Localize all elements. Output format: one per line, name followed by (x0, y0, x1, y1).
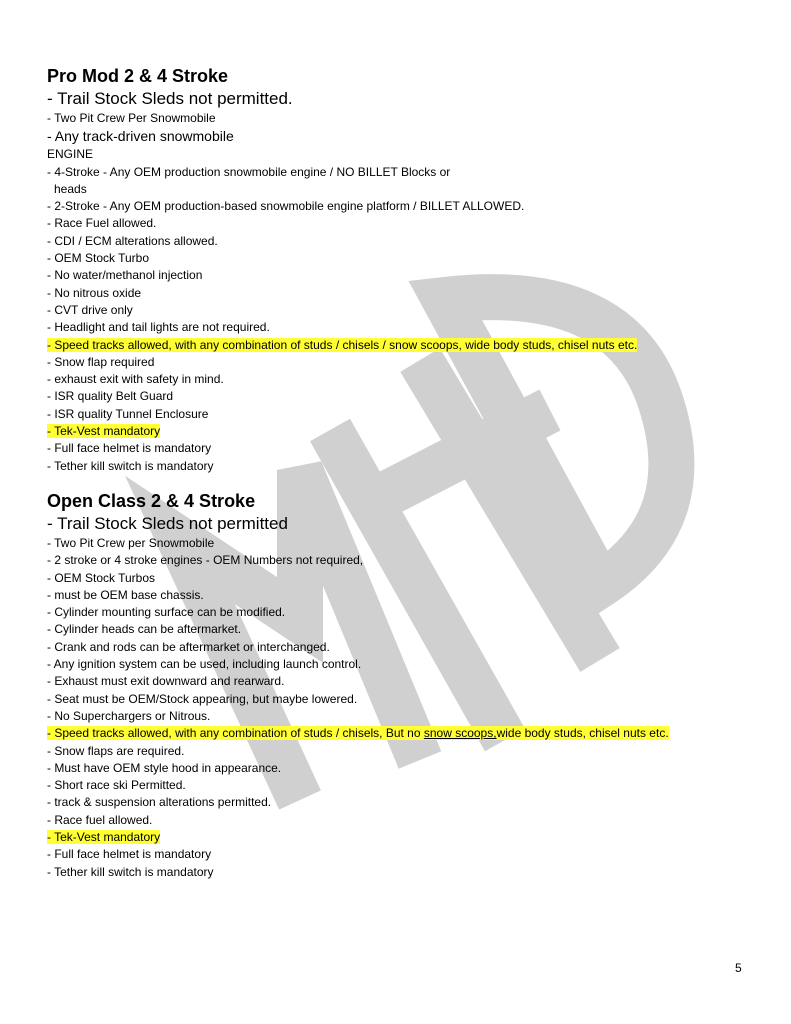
rule-line (47, 760, 767, 777)
rule-line-text: - Headlight and tail lights are not required. (47, 320, 270, 335)
rule-line (47, 388, 767, 405)
rule-line (47, 146, 767, 163)
rule-line-text: - Two Pit Crew per Snowmobile (47, 535, 215, 550)
rule-line (47, 621, 767, 638)
rule-line-text: - ISR quality Tunnel Enclosure (47, 406, 209, 421)
rule-line-text: - Cylinder heads can be aftermarket. (47, 622, 242, 637)
rule-line-text: - Tether kill switch is mandatory (47, 864, 214, 879)
rule-line (47, 198, 767, 215)
rule-line-text: - Cylinder mounting surface can be modified. (47, 605, 286, 620)
section-subtitle: - Trail Stock Sleds not permitted (47, 513, 288, 533)
rule-line-text: - No water/methanol injection (47, 268, 203, 283)
rule-line-text: - CDI / ECM alterations allowed. (47, 233, 218, 248)
rule-line (47, 233, 767, 250)
rule-line-text: - No Superchargers or Nitrous. (47, 708, 211, 723)
rule-line-text: - CVT drive only (47, 302, 133, 317)
rule-line (47, 829, 767, 846)
rule-line-text: heads (54, 181, 87, 196)
rule-line-text: - No nitrous oxide (47, 285, 142, 300)
document-body (47, 64, 767, 895)
rule-line-part: snow scoops, (423, 726, 497, 741)
rule-line (47, 570, 767, 587)
rule-line-text: - Race fuel allowed. (47, 812, 153, 827)
rule-line (47, 587, 767, 604)
rule-line (47, 458, 767, 475)
rule-line-text: - Short race ski Permitted. (47, 778, 186, 793)
rule-line-text: - 2 stroke or 4 stroke engines - OEM Numbers not required, (47, 553, 364, 568)
rule-line (47, 181, 767, 198)
rule-line-text: - Snow flap required (47, 354, 155, 369)
rule-line (47, 846, 767, 863)
rule-line-text: - Tek-Vest mandatory (47, 424, 161, 439)
rule-line (47, 673, 767, 690)
rule-line (47, 285, 767, 302)
rule-line-text: - Full face helmet is mandatory (47, 441, 212, 456)
rule-line-text: - Two Pit Crew Per Snowmobile (47, 111, 216, 125)
rule-line (47, 743, 767, 760)
rule-line-text: - Tek-Vest mandatory (47, 829, 161, 844)
rule-line-text: - 4-Stroke - Any OEM production snowmobile engine / NO BILLET Blocks or (47, 164, 451, 179)
rule-line-text: - Full face helmet is mandatory (47, 847, 212, 862)
rule-line-text: ENGINE (47, 147, 94, 162)
rule-line-part: - Speed tracks allowed, with any combination of studs / chisels, But no (47, 726, 424, 741)
rule-line-text: - Any track-driven snowmobile (47, 128, 234, 145)
rule-line (47, 319, 767, 336)
rule-line (47, 864, 767, 881)
rule-line-text: - Exhaust must exit downward and rearward. (47, 674, 285, 689)
rule-line-part: wide body studs, chisel nuts etc. (496, 726, 669, 741)
rule-line-text: - Speed tracks allowed, with any combination of studs / chisels / snow scoops, wide body studs, chisel nuts etc. (47, 337, 638, 352)
rule-line (47, 604, 767, 621)
section-1 (47, 64, 767, 475)
rule-line-text: - Race Fuel allowed. (47, 216, 157, 231)
rule-line (47, 691, 767, 708)
rule-line (47, 354, 767, 371)
rule-line-text: - exhaust exit with safety in mind. (47, 372, 224, 387)
rule-line (47, 423, 767, 440)
rule-line (47, 337, 767, 354)
rule-line (47, 127, 767, 146)
rule-line-text: - 2-Stroke - Any OEM production-based snowmobile engine platform / BILLET ALLOWED. (47, 199, 525, 214)
rule-line (47, 656, 767, 673)
rule-line-text: - Tether kill switch is mandatory (47, 458, 214, 473)
section-subtitle: - Trail Stock Sleds not permitted. (47, 89, 293, 108)
rule-line (47, 371, 767, 388)
rule-line (47, 164, 767, 181)
rule-line (47, 440, 767, 457)
rule-line (47, 110, 767, 127)
rule-line-text: - Must have OEM style hood in appearance. (47, 760, 282, 775)
rule-line (47, 250, 767, 267)
rule-line (47, 708, 767, 725)
rule-line-text: - track & suspension alterations permitted. (47, 795, 272, 810)
page-number: 5 (735, 961, 742, 975)
section-2 (47, 489, 767, 881)
rule-line (47, 302, 767, 319)
rule-line (47, 725, 767, 742)
rule-line (47, 777, 767, 794)
rule-line (47, 406, 767, 423)
rule-line-text: - Snow flaps are required. (47, 743, 185, 758)
rule-line-text: - Crank and rods can be aftermarket or interchanged. (47, 639, 330, 654)
section-title: Open Class 2 & 4 Stroke (47, 490, 256, 511)
rule-line-text: - ISR quality Belt Guard (47, 389, 174, 404)
rule-line (47, 267, 767, 284)
rule-line-text: - Seat must be OEM/Stock appearing, but maybe lowered. (47, 691, 358, 706)
rule-line-text: - OEM Stock Turbo (47, 251, 150, 266)
rule-line-text: - OEM Stock Turbos (47, 570, 156, 585)
section-title: Pro Mod 2 & 4 Stroke (47, 66, 229, 86)
rule-line (47, 812, 767, 829)
rule-line-text: - must be OEM base chassis. (47, 587, 204, 602)
rule-line (47, 639, 767, 656)
rule-line-text: - Any ignition system can be used, including launch control. (47, 657, 362, 672)
rule-line (47, 794, 767, 811)
rule-line (47, 552, 767, 569)
rule-line (47, 215, 767, 232)
rule-line (47, 535, 767, 552)
